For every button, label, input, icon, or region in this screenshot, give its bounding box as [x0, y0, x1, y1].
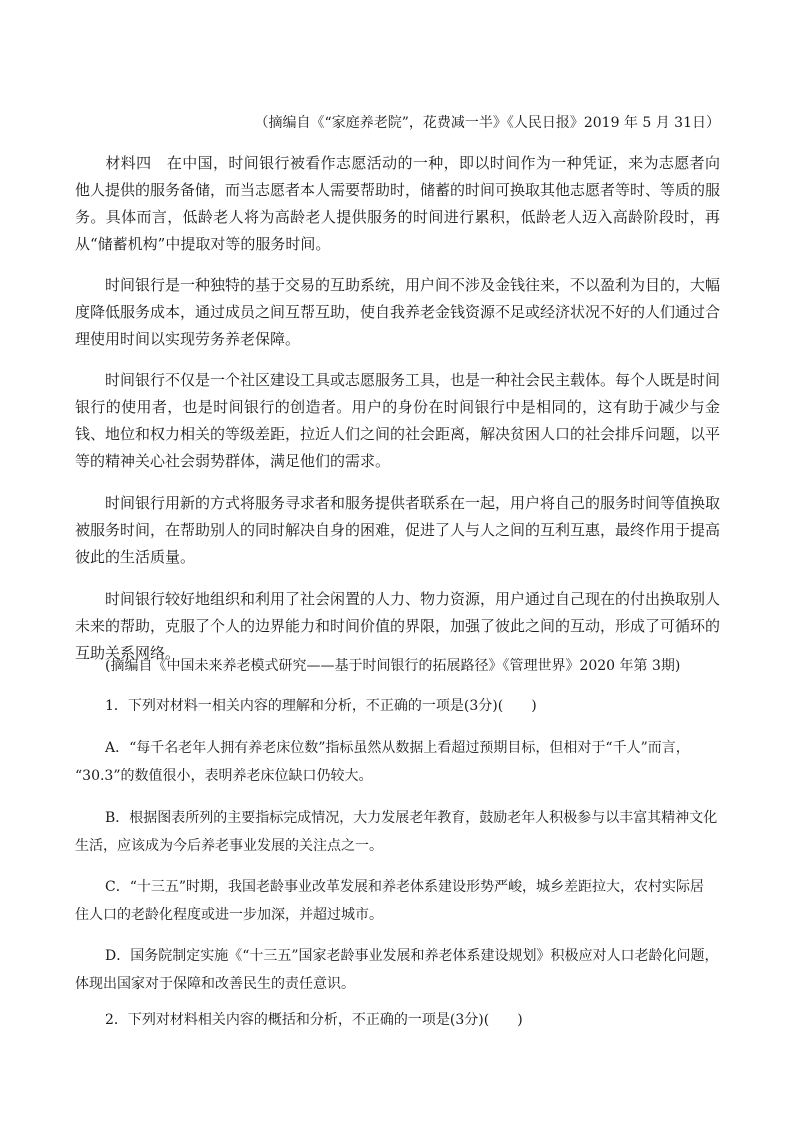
paragraph-2 — [75, 367, 720, 475]
material-4-text: 在中国，时间银行被看作志愿活动的一种，即以时间作为一种凭证，来为志愿者向他人提供的服务备储，而当志愿者本人需要帮助时，储蓄的时间可换取其他志愿者等时、等质的服务。具体而言，低龄老人将为高龄老人提供服务的时间进行累积，低龄老人迈入高龄阶段时，再从“储蓄机构”中提取对等的服务时间。 — [75, 154, 721, 253]
option-d-line-2: 体现出国家对于保障和改善民生的责任意识。 — [75, 976, 355, 992]
paragraph-1 — [75, 272, 720, 353]
option-d-line-1: D．国务院制定实施《“十三五”国家老龄事业发展和养老体系建设规划》积极应对人口老龄化问题， — [105, 948, 719, 964]
question-2-stem: 2．下列对材料相关内容的概括和分析，不正确的一项是(3分)( ) — [105, 1012, 523, 1028]
paragraph-3 — [75, 490, 720, 571]
option-b-line-2: 生活，应该成为今后养老事业发展的关注点之一。 — [75, 838, 383, 854]
option-a-line-2: “30.3”的数值很小，表明养老床位缺口仍较大。 — [75, 768, 373, 784]
source-citation-1: （摘编自《“家庭养老院”，花费减一半》《人民日报》2019 年 5 月 31日） — [254, 115, 720, 131]
option-b-line-1: B．根据图表所列的主要指标完成情况，大力发展老年教育，鼓励老年人积极参与以丰富其精神文化 — [105, 810, 718, 826]
question-1-stem: 1．下列对材料一相关内容的理解和分析，不正确的一项是(3分)( ) — [105, 698, 537, 714]
material-4-label: 材料四 — [105, 154, 152, 172]
paragraph-2-text: 时间银行不仅是一个社区建设工具或志愿服务工具，也是一种社会民主载体。每个人既是时间银行的使用者，也是时间银行的创造者。用户的身份在时间银行中是相同的，这有助于减少与金钱、地位和权力相关的等级差距，拉近人们之间的社会距离，解决贫困人口的社会排斥问题，以平等的精神关心社会弱势群体，满足他们的需求。 — [75, 371, 721, 470]
question-1-option-d — [75, 942, 720, 998]
question-1-option-a — [75, 734, 720, 790]
paragraph-3-text: 时间银行用新的方式将服务寻求者和服务提供者联系在一起，用户将自己的服务时间等值换取被服务时间，在帮助别人的同时解决自身的困难，促进了人与人之间的互利互惠，最终作用于提高彼此的生活质量。 — [75, 494, 721, 566]
option-c-line-1: C．“十三五”时期，我国老龄事业改革发展和养老体系建设形势严峻，城乡差距拉大，农村实际居 — [105, 879, 705, 895]
paragraph-4 — [75, 586, 720, 667]
option-a-line-1: A．“每千名老年人拥有养老床位数”指标虽然从数据上看超过预期目标，但相对于“千人”而言， — [105, 740, 690, 756]
question-1-option-c — [75, 873, 720, 929]
source-citation-2: (摘编自《中国未来养老模式研究——基于时间银行的拓展路径》《管理世界》2020 年第 3期) — [105, 658, 681, 674]
paragraph-4-text: 时间银行较好地组织和利用了社会闲置的人力、物力资源，用户通过自己现在的付出换取别人未来的帮助，克服了个人的边界能力和时间价值的界限，加强了彼此之间的互动，形成了可循环的互助关系网络。 — [75, 590, 721, 662]
paragraph-1-text: 时间银行是一种独特的基于交易的互助系统，用户间不涉及金钱往来，不以盈利为目的，大幅度降低服务成本，通过成员之间互帮互助，使自我养老金钱资源不足或经济状况不好的人们通过合理使用时间以实现劳务养老保障。 — [75, 276, 721, 348]
question-1-option-b — [75, 804, 720, 860]
option-c-line-2: 住人口的老龄化程度或进一步加深，并超过城市。 — [75, 907, 383, 923]
material-4-paragraph — [75, 150, 720, 258]
